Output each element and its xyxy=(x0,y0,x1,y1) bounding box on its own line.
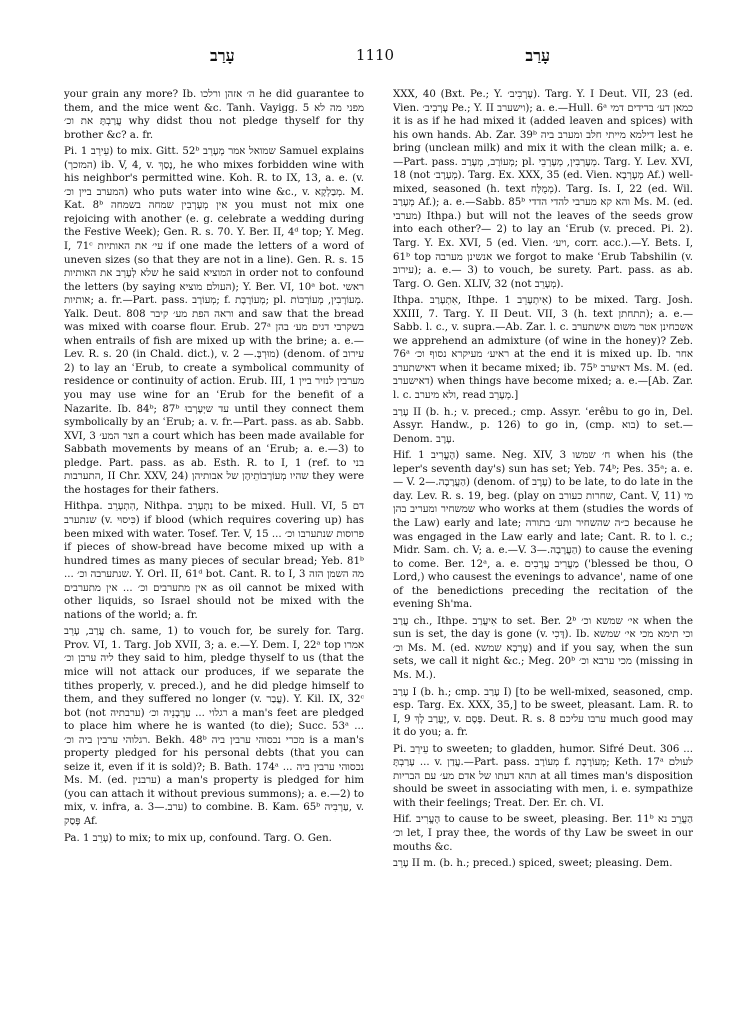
running-headword-right: עָרַב xyxy=(525,46,550,65)
paragraph: עֲרַב ch., Ithpe. אִיעֲרַב to set. Ber. 2ᵇ אי׳ שמשא וכ׳ when the sun is set, the day is gone (v. דָּכִי). Ib. וכי תימא מכי אי׳ שמשא וכ׳ Ms. M. (ed. עָרְבָא שמשא) and if you say, when the sun sets, we call it night &c.; Meg. 20ᵇ מכי ערבא וכ׳ (missing in Ms. M.). xyxy=(393,615,693,681)
paragraph: your grain any more? Ib. ה׳ אזהן ורלכו he did guarantee to them, and the mice went &c. Tanh. Vayigg. 5 מפני מה לא עֲרַבְתָּ את וכ׳ why didst thou not pledge thyself for thy brother &c? a. fr. xyxy=(64,89,364,141)
paragraph: עָרַב I (b. h.; cmp. עָרַב I) [to be well-mixed, seasoned, cmp. esp. Targ. Ex. XXX, 35,] to be sweet, pleasant. Lam. R. to I, 9 יֶעֱרַב לָךְ, v. פֶּסֶם. Deut. R. s. 8 ערבו עליכם much good may it do you; a. fr. xyxy=(393,686,693,739)
page-header xyxy=(60,46,690,68)
paragraph: XXX, 40 (Bxt. Pe.; Y. עָרְבִיב׳). Targ. Y. I Deut. VII, 23 (ed. Vien. עָרְבִיב׳ Pe.; Y. II וישערב); a. e.—Hull. 6ᵃ כמאן דע׳ בדידים דמי it is as if he had mixed it (added leaven and spices) with his own hands. Ab. Zar. 39ᵇ דילמא מייתי חלב ומערב ביה lest he bring (unclean milk) and mix it with the clean milk; a. e.—Part. pass. מְעוֹרָב, מְעָרַב; pl. מְעָרְבִין, מְעָרְבֵי. Targ. Y. Lev. XVI, 18 (not מְעָרָב׳). Targ. Ex. XXX, 35 (ed. Vien. מְעָרְבָא Af.) well-mixed, seasoned (h. text מְמֻלָּח). Targ. Is. I, 22 (ed. Wil. מְעָרַב Af.); a. e.—Sabb. 85ᵇ והא קא מערבי להדי הדדי Ms. M. (ed. מערבי) Ithpa.) but will not the leaves of the seeds grow into each other?— 2) to lay an ʿErub (v. preced. Pi. 2). Targ. Y. Ex. XVI, 5 (ed. Vien. ויע׳, corr. acc.).—Y. Bets. I, 61ᵇ top אנשינן מערבה we forgot to make ʿErub Tabshilin (v. עירוב); a. e.— 3) to vouch, be surety. Part. pass. as ab. Targ. O. Gen. XLIV, 32 (not מְעָרֵב). xyxy=(393,89,693,290)
page-number: 1110 xyxy=(355,46,395,64)
paragraph: Pi. עֵירֵב 1) to mix. Gitt. 52ᵇ שמואל אמר מְעָרֵב Samuel explains (המזכך) ib. V, 4, v. נָסַךְ, he who mixes forbidden wine with his neighbor's permitted wine. Koh. R. to IX, 13, a. e. (v. המערב ביין וכ׳) who puts water into wine &c., v. מְבַלְקָא. M. Kat. 8ᵇ אין מְעָרְבִין שמחה בשמחה you must not mix one rejoicing with another (e. g. celebrate a wedding during the Festive Week); Gen. R. s. 70. Y. Ber. II, 4ᵈ top; Y. Meg. I, 71ᶜ עי׳ את האותיות if one made the letters of a word of uneven sizes (so that they are not in a line). Gen. R. s. 15 שלא לְעָרֵב את האותיות he said המוציא in order not to confound the letters (by saying העולם מוציא); Y. Ber. VI, 10ᵃ bot. ראשי אותיות; a. fr.—Part. pass. מְעוֹרָב; f. מְעוֹרֶבֶת; pl. מְעוֹרָבִין, מְעוֹרָבוֹת. Yalk. Deut. 808 וראה הפת מע׳ קיבר and saw that the bread was mixed with coarse flour. Erub. 27ᵃ בשקרבי דגים מע׳ בהן when entrails of fish are mixed up with the brine; a. e.—Lev. R. s. 20 (in Chald. dict.), v. מוּרְבָּ.— 2) (denom. of עירוב 2) to lay an ʿErub, to create a symbolical community of residence or continuity of action. Erub. III, 1 מערבין לנזיר ביין you may use wine for an ʿErub for the benefit of a Nazarite. Ib. 84ᵇ; 87ᵇ עד שיְעָרְבוּ until they connect them symbolically by an ʿErub; a. v. fr.—Part. pass. as ab. Sabb. XVI, 3 חצר המע׳ a court which has been made available for Sabbath movements by means of an ʿErub; a. e.—3) to pledge. Part. pass. as ab. Esth. R. to I, 1 (ref. to בני התערבות, II Chr. XXV, 24) שהיו מְעוֹרָבוֹתֵיהֶן של אבותיהן they were the hostages for their fathers. xyxy=(64,146,364,496)
running-headword-left: עָרַב xyxy=(210,46,235,65)
paragraph: Ithpa. אִתְעָרַב, Ithpe. אִיתְעָרֵב 1) to be mixed. Targ. Josh. XXIII, 7. Targ. Y. II Deut. VII, 3 (h. text תתחתן); a. e.— Sabb. l. c., v. supra.—Ab. Zar. l. c. אשכחינן אטר משום אישתערב we apprehend an admixture (of wine in the honey)? Zeb. 76ᵃ ראיע׳ מעיקרא נסוף וכ׳ at the end it is mixed up. Ib. אחר דאישתערב when it became mixed; ib. 75ᵇ דאיערב Ms. M. (ed. דאישערב) when things have become mixed; a. e.—[Ab. Zar. l. c. ולא מיערב, read מְעָרֵב.] xyxy=(393,295,693,402)
paragraph: עָרֵב II m. (b. h.; preced.) spiced, sweet; pleasing. Dem. xyxy=(393,858,673,870)
paragraph: Hithpa. הִתְעָרֵב, Nithpa. נִתְעָרֵב to be mixed. Hull. VI, 5 דם שנתערב (v. כִּיסוּי) if blood (which requires covering up) has been mixed with water. Tosef. Ter. V, 15 ... פרוסות שנתערבו וכ׳ if pieces of show-bread have become mixed up with a hundred times as many pieces of secular bread; Yeb. 81ᵇ ... שנתערבה וכ׳. Y. Orl. II, 61ᵈ bot. Cant. R. to I, 3 מה השמן הזה אין מתערבים וכ׳ ... אין מתערבים as oil cannot be mixed with other liquids, so Israel should not be mixed with the nations of the world; a. fr. xyxy=(64,501,364,621)
paragraph: עָרַב II (b. h.; v. preced.; cmp. Assyr. ʿerêbu to go in, Del. Assyr. Handw., p. 126) to go in, (cmp. בוא) to set.— Denom. עָרֶב. xyxy=(393,406,693,445)
left-column xyxy=(64,88,364,1000)
paragraph: Pi. עֵירֵב to sweeten; to gladden, humor. Sifré Deut. 306 ... עָרַבְתָּ ... v. עֲדַן.—Part. pass. מְעוֹרָב f. מְעוֹרֶבֶת; Keth. 17ᵃ לעולם תהא דעתו של אדם מע׳ עם הבריות at all times man's disposition should be sweet in associating with men, i. e. sympathize with their feelings; Treat. Der. Er. ch. VI. xyxy=(393,743,693,809)
right-column xyxy=(393,88,693,1000)
paragraph: Hif. הֶעֱרִיב to cause to be sweet, pleasing. Ber. 11ᵇ הַעֲרֵב נא וכ׳ let, I pray thee, the words of thy Law be sweet in our mouths &c. xyxy=(393,814,693,853)
paragraph: Hif. הֶעֱרִיב 1) same. Neg. XIV, 3 ח׳ שמשו when his (the leper's seventh day's) sun has set; Yeb. 74ᵇ; Pes. 35ᵃ; a. e.— V. הַעֲרָבָה.—2) (denom. of עֶרֶב) to be late, to do late in the day. Lev. R. s. 19, beg. (play on שחרות כעורב, Cant. V, 11) מי שמשחיר ומעריב בהן who works at them (studies the words of the Law) early and late; כ״ה שהשחיר ותע׳ בתורה because he was engaged in the Law early and late; Cant. R. to l. c.; Midr. Sam. ch. V; a. e.—V. הַעֲרָבָה.—3) to cause the evening to come. Ber. 12ᵃ, a. e. מַעֲרִיב עֲרָבִים ('blessed be thou, O Lord,) who causest the evenings to advance', name of one of the benedictions preceding the recitation of the evening Sh'ma. xyxy=(393,450,693,611)
paragraph: Pa. עָרֵב 1) to mix; to mix up, confound. Targ. O. Gen. xyxy=(64,832,332,844)
paragraph: עֲרַב, עָרֵב ch. same, 1) to vouch for, be surely for. Targ. Prov. VI, 1. Targ. Job XVII, 3; a. e.—Y. Dem. I, 22ᵃ top אמרו ליה ערבן וכ׳ they said to him, pledge thyself to us (that the mice will not attack our produces, if we separate the tithes properly, v. preced.), and he did pledge himself to them, and they suffered no longer (v. עֲבַר). Y. Kil. IX, 32ᶜ bot (not ערבתיה) רגלוי ... עַרְבָנֵיה וכ׳ a man's feet are pledged to place him where he is wanted (to die); Succ. 53ᵃ ... רגלוהי ערבין ביה וכ׳. Bekh. 48ᵇ מכרי נכסוהי ערבין ביה is a man's property pledged for his personal debts (that you can seize it, even if it is sold)?; B. Bath. 174ᵃ ... נכסוהי ערבין ביה Ms. M. (ed. ערבנין) a man's property is pledged for him (you can attach it without previous summons); a. e.—2) to mix, v. infra, a. ערב.—3) to combine. B. Kam. 65ᵇ עַרְבִיה, v. פָּסַק Af. xyxy=(64,626,364,827)
